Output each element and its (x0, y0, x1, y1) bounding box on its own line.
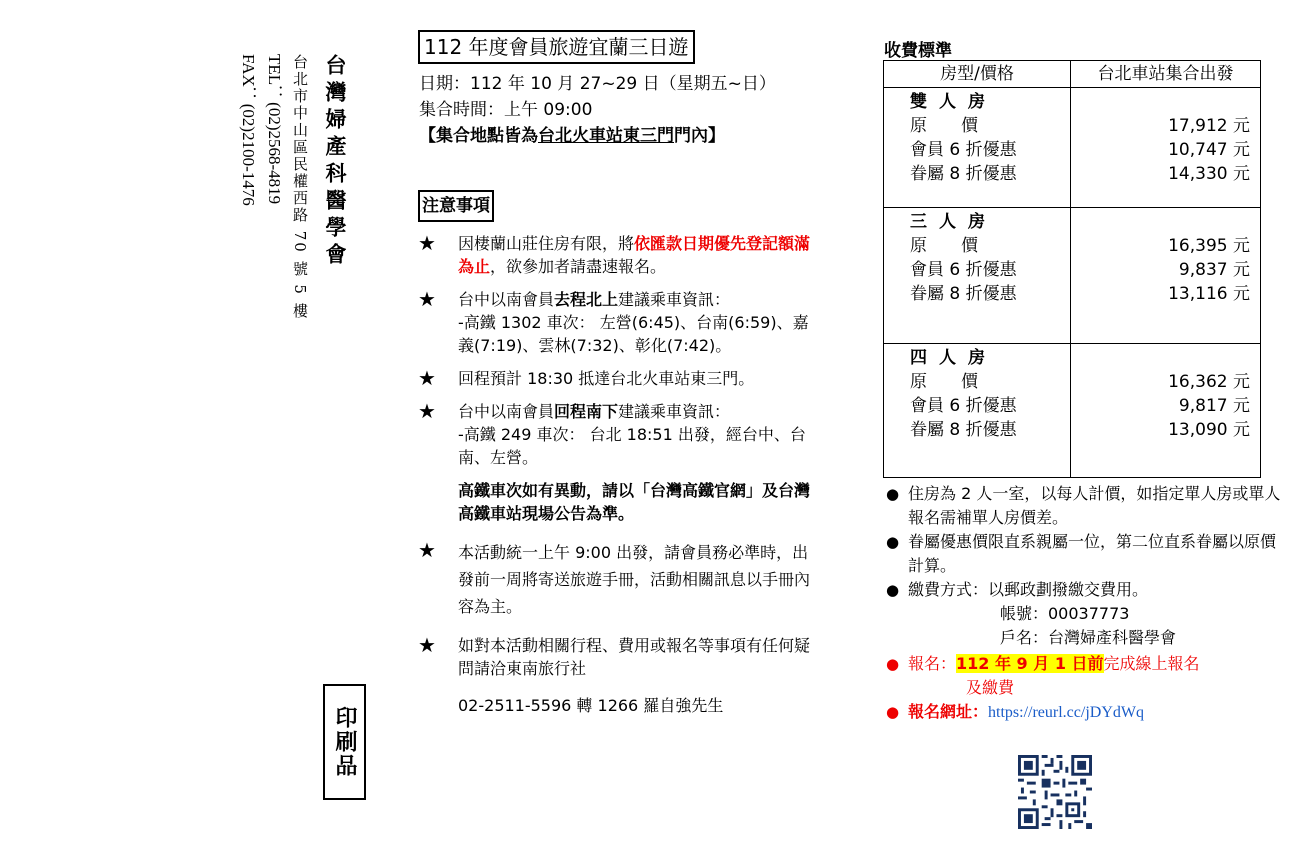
col-taipei-departure: 台北車站集合出發 (1071, 61, 1261, 88)
star-icon: ★ (418, 366, 436, 390)
event-date: 日期：112 年 10 月 27~29 日（星期五~日） (419, 74, 776, 94)
list-item: ★ 台中以南會員去程北上建議乘車資訊： -高鐵 1302 車次： 左營(6:45)、台南(6:59)、嘉義(7:19)、雲林(7:32)、彰化(7:42)。 (418, 287, 809, 355)
list-item: ● 住房為 2 人一室，以每人計價，如指定單人房或單人報名需補單人房價差。 (886, 482, 1286, 530)
list-item: ★ 回程預計 18:30 抵達台北火車站東三門。 (418, 366, 755, 390)
col-room-type: 房型/價格 (884, 61, 1071, 88)
notice-heading: 注意事項 (418, 190, 494, 222)
table-header-row (884, 61, 1261, 88)
bullet-icon: ● (886, 581, 900, 599)
star-icon: ★ (418, 538, 436, 562)
account-number: 帳號：00037773 (1000, 604, 1130, 623)
registration-link[interactable]: https://reurl.cc/jDYdWq (988, 704, 1144, 721)
contact-phone: 02-2511-5596 轉 1266 羅自強先生 (458, 696, 724, 715)
fee-heading: 收費標準 (884, 41, 952, 61)
printed-matter-box (323, 684, 366, 800)
list-item: ★ 如對本活動相關行程、費用或報名等事項有任何疑問請洽東南旅行社 02-2511-5596 轉 1266 羅自強先生 (418, 634, 818, 717)
bullet-icon: ● (886, 655, 900, 673)
star-icon: ★ (418, 399, 436, 423)
price-cell: 16,395 元 9,837 元 13,116 元 (1071, 208, 1261, 344)
star-icon: ★ (418, 287, 436, 311)
event-gather-place: 【集合地點皆為台北火車站東三門門內】 (419, 126, 725, 146)
star-icon: ★ (418, 633, 436, 657)
fee-table (883, 60, 1261, 478)
printed-matter-label: 印刷品 (332, 706, 357, 778)
hsr-change-note: 高鐵車次如有異動，請以「台灣高鐵官網」及台灣高鐵車站現場公告為準。 (458, 481, 811, 523)
event-gather-time: 集合時間：上午 09:00 (419, 100, 593, 120)
account-name: 戶名：台灣婦產科醫學會 (1000, 628, 1177, 647)
list-item: ● 眷屬優惠價限直系親屬一位，第二位直系眷屬以原價計算。 (886, 530, 1286, 578)
list-item: ★ 因棲蘭山莊住房有限，將依匯款日期優先登記額滿為止，欲參加者請盡速報名。 (418, 231, 811, 276)
notice-list (418, 232, 818, 727)
table-row (884, 208, 1261, 344)
price-cell: 17,912 元 10,747 元 14,330 元 (1071, 88, 1261, 208)
list-item: ● 繳費方式：以郵政劃撥繳交費用。 (886, 578, 1286, 602)
table-row (884, 88, 1261, 208)
list-item: ★ 台中以南會員回程南下建議乘車資訊： -高鐵 249 車次： 台北 18:51 出發，經台中、台南、左營。 高鐵車次如有異動，請以「台灣高鐵官網」及台灣高鐵車站現場公告為準。 (418, 400, 818, 525)
room-cell: 雙人房 原 價 會員 6 折優惠 眷屬 8 折優惠 (884, 88, 1071, 208)
table-row (884, 344, 1261, 478)
list-item: ★ 本活動統一上午 9:00 出發，請會員務必準時，出發前一周將寄送旅遊手冊，活動相關訊息以手冊內容為主。 (418, 539, 818, 620)
room-cell: 三人房 原 價 會員 6 折優惠 眷屬 8 折優惠 (884, 208, 1071, 344)
price-cell: 16,362 元 9,817 元 13,090 元 (1071, 344, 1261, 478)
event-info (419, 71, 776, 149)
org-name: 台灣婦產科醫學會 (323, 54, 348, 270)
registration-deadline: ● 報名：112 年 9 月 1 日前完成線上報名 及繳費 (886, 652, 1286, 700)
bullet-icon: ● (886, 703, 900, 721)
bullet-icon: ● (886, 533, 900, 551)
qr-code (1018, 755, 1092, 829)
event-title: 112 年度會員旅遊宜蘭三日遊 (418, 30, 695, 64)
bullet-icon: ● (886, 485, 900, 503)
org-fax: FAX：(02)2100-1476 (239, 54, 258, 206)
fee-notes (886, 482, 1286, 725)
room-cell: 四人房 原 價 會員 6 折優惠 眷屬 8 折優惠 (884, 344, 1071, 478)
star-icon: ★ (418, 231, 436, 255)
org-tel: TEL：(02)2568-4819 (265, 54, 284, 205)
registration-url-row: ● 報名網址：https://reurl.cc/jDYdWq (886, 700, 1286, 725)
org-address: 台北市中山區民權西路 70 號 5 樓 (291, 54, 309, 320)
